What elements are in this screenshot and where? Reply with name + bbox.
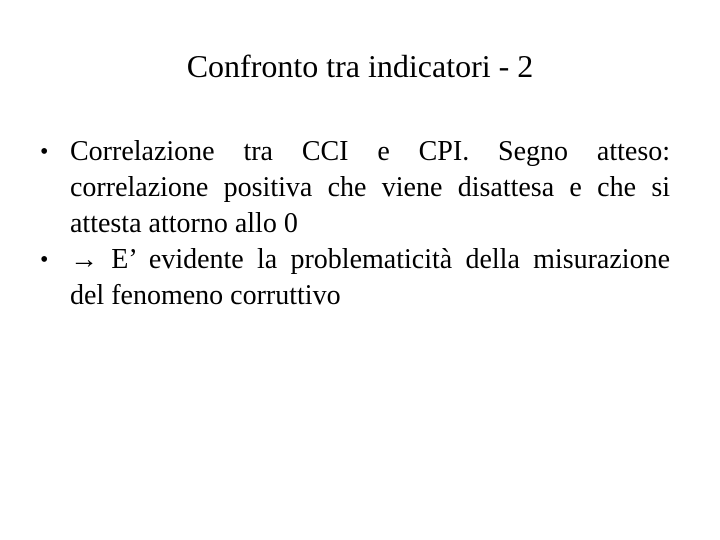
bullet-icon: • <box>40 247 49 273</box>
bullet-item <box>38 134 670 242</box>
bullet-text: Correlazione tra CCI e CPI. Segno atteso: correlazione positiva che viene disattesa e che si attesta attorno allo 0 <box>70 136 670 239</box>
bullet-icon: • <box>40 139 49 165</box>
bullet-text: → E’ evidente la problematicità della misurazione del fenomeno corruttivo <box>70 244 670 311</box>
bullet-item <box>38 242 670 314</box>
slide-title: Confronto tra indicatori - 2 <box>186 48 534 84</box>
bullet-list <box>38 134 670 314</box>
